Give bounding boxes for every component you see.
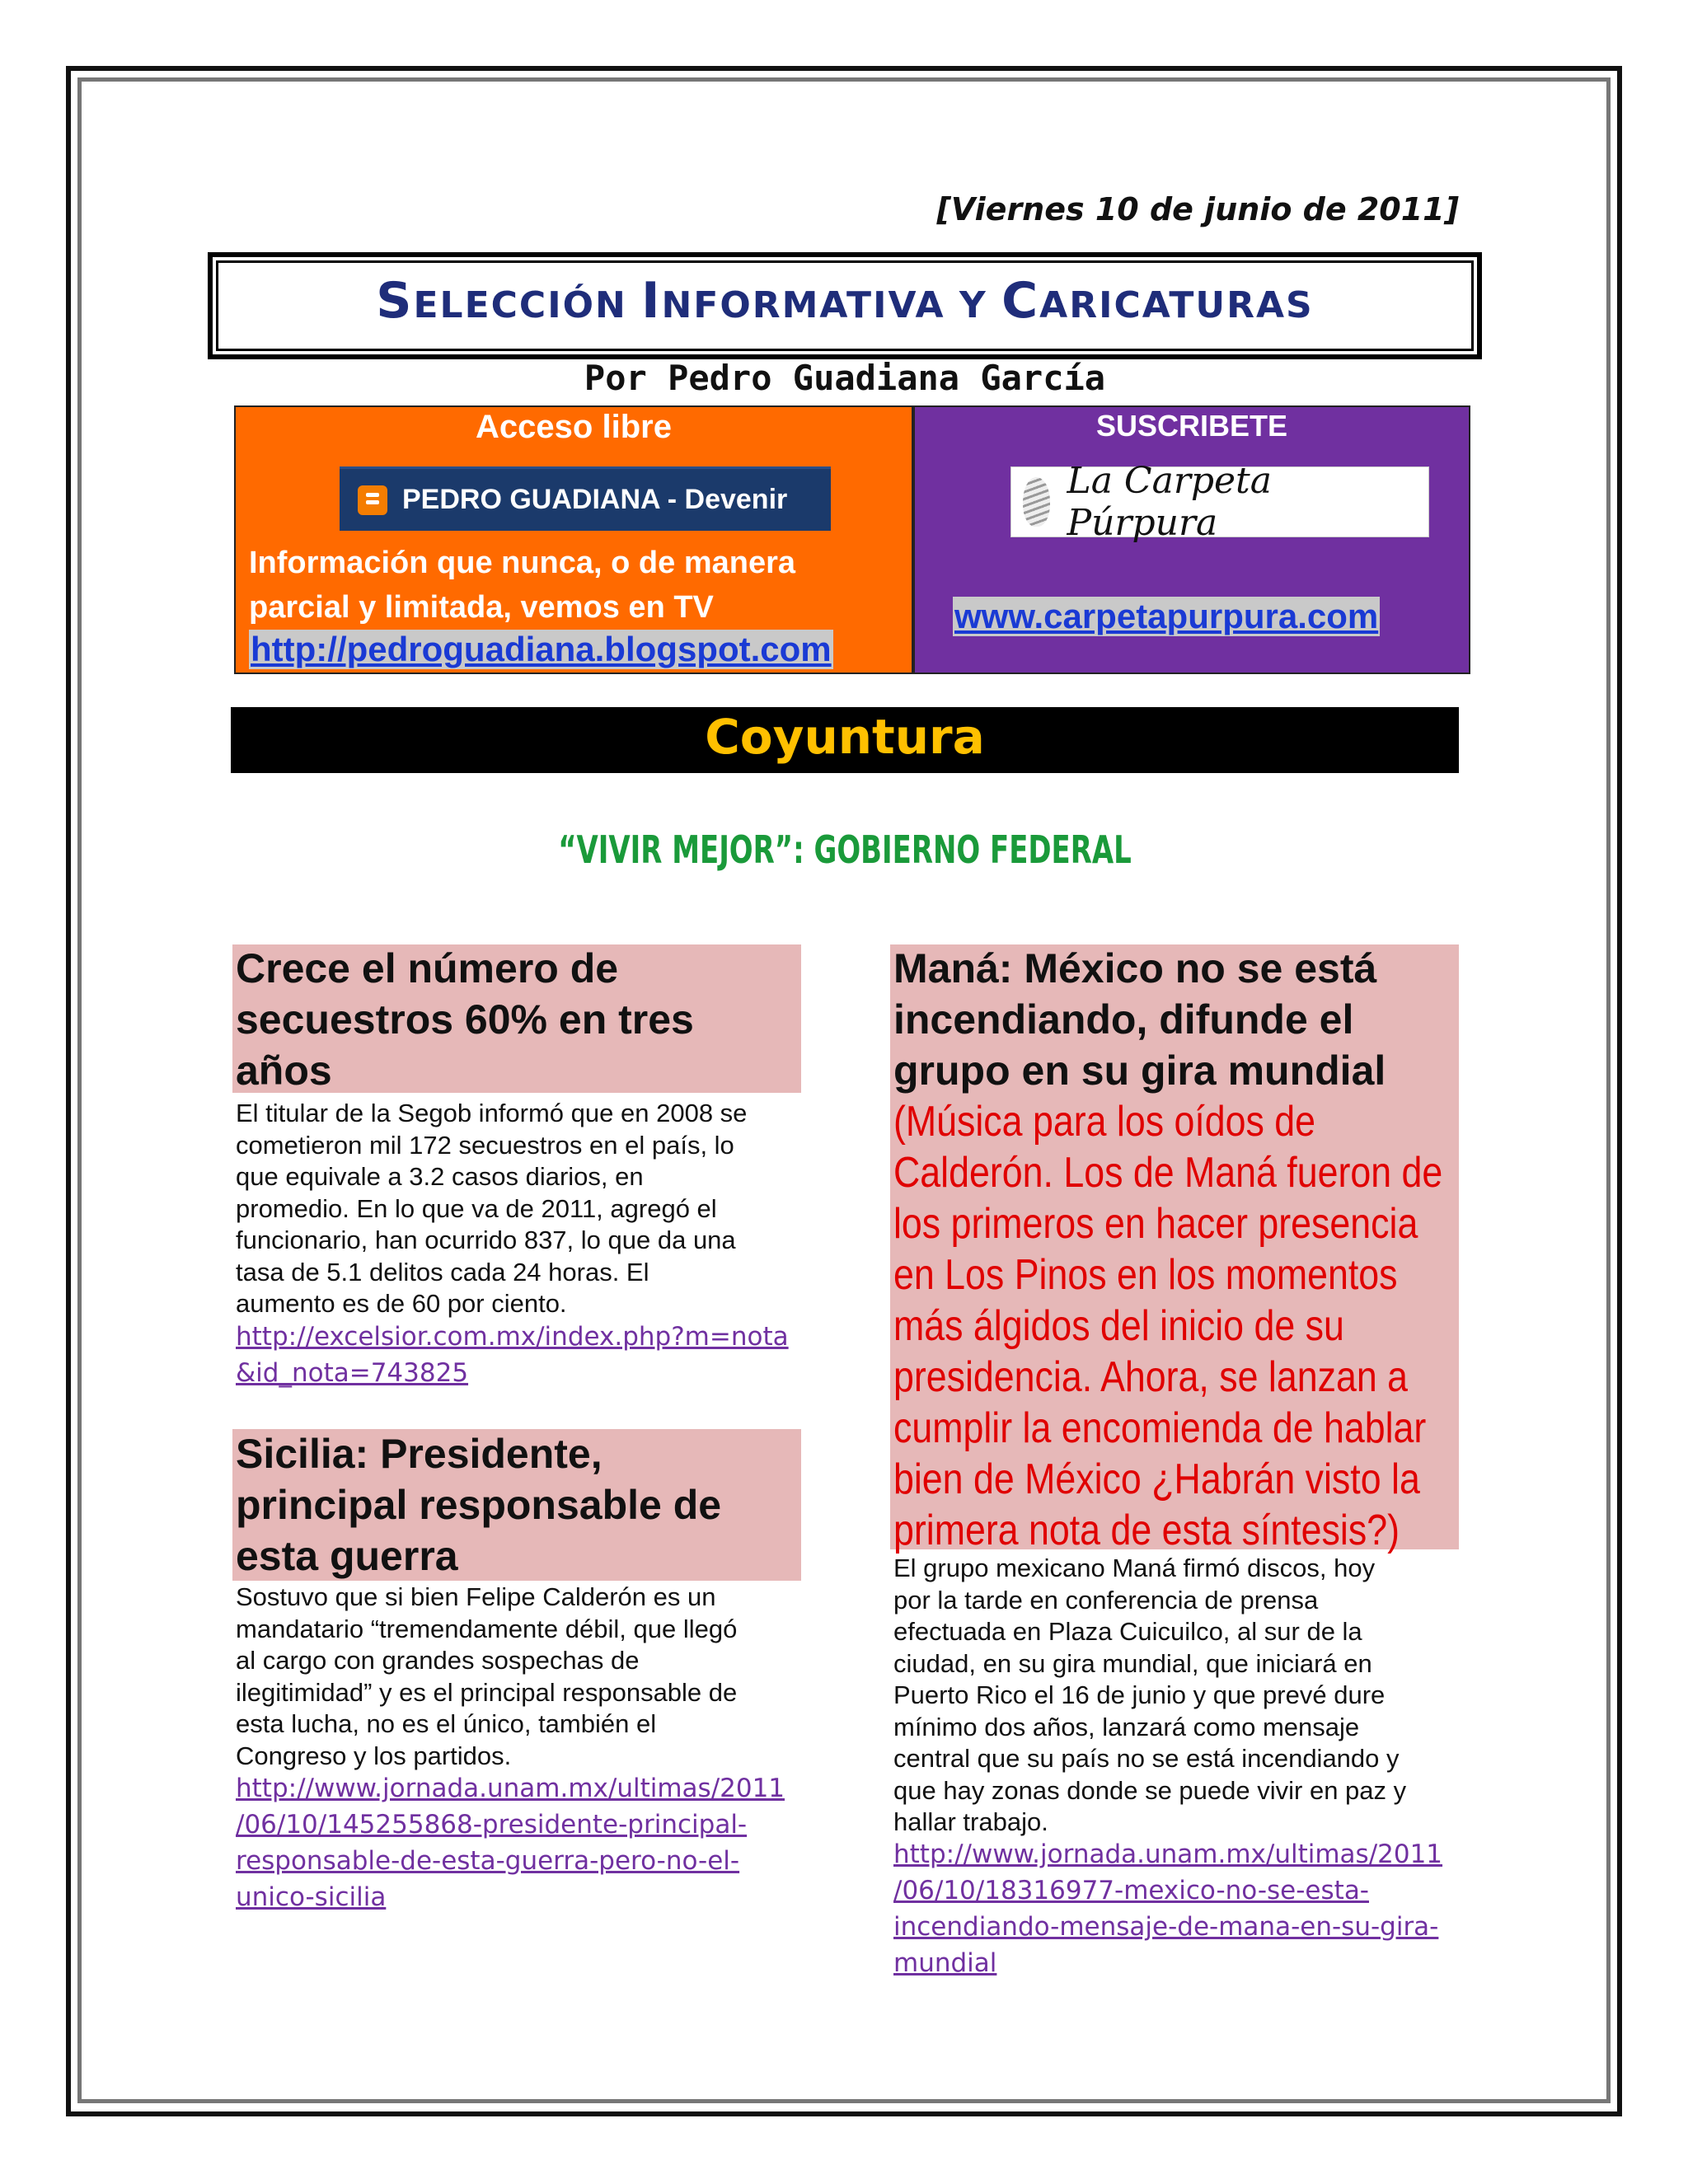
article-headline: Crece el número de secuestros 60% en tres años (236, 945, 694, 1094)
blog-banner-text: PEDRO GUADIANA - Devenir (402, 484, 788, 515)
blog-link[interactable]: http://pedroguadiana.blogspot.com (251, 630, 832, 668)
carpeta-logo-text: La Carpeta Púrpura (1067, 460, 1272, 544)
article-source-link[interactable]: http://www.jornada.unam.mx/ultimas/2011 /06/10/145255868-presidente-principal- responsable-de-esta-guerra-pero-no-el- unico-sicilia (236, 1774, 785, 1912)
blog-description: Información que nunca, o de manera parcial y limitada, vemos en TV (249, 546, 796, 625)
article-headline: Maná: México no se está incendiando, difunde el grupo en su gira mundial (893, 945, 1386, 1094)
page-title: SELECCIÓN INFORMATIVA Y CARICATURAS (376, 272, 1314, 330)
issue-date: [Viernes 10 de junio de 2011] (936, 191, 1459, 227)
blogger-icon (358, 485, 387, 515)
section-subhead: “VIVIR MEJOR”: GOBIERNO FEDERAL (558, 827, 1132, 872)
byline: Por Pedro Guadiana García (584, 358, 1106, 398)
shell-icon (1023, 477, 1050, 527)
article-body: El grupo mexicano Maná firmó discos, hoy por la tarde en conferencia de prensa efectuada en Plaza Cuicuilco, al sur de la ciudad, en su gira mundial, que iniciará en Puerto Rico el 16 de junio y que prevé dure mínimo dos años, lanzará como mensaje central que su país no se está incendiando y que hay zonas donde se puede vivir en paz y hallar trabajo. (893, 1554, 1407, 1836)
article-source-link[interactable]: http://excelsior.com.mx/index.php?m=nota &id_nota=743825 (236, 1322, 789, 1388)
carpeta-purpura-logo[interactable] (1010, 460, 1429, 544)
article-source-link[interactable]: http://www.jornada.unam.mx/ultimas/2011 /06/10/18316977-mexico-no-se-esta- incendiando-mensaje-de-mana-en-su-gira- mundial (893, 1840, 1443, 1978)
article-body: Sostuvo que si bien Felipe Calderón es un mandatario “tremendamente débil, que llegó al cargo con grandes sospechas de ilegitimidad” y es el principal responsable de esta lucha, no es el único, también el Congreso y los partidos. (236, 1582, 738, 1770)
editor-comment: (Música para los oídos de Calderón. Los de Maná fueron de los primeros en hacer presencia en Los Pinos en los momentos más álgidos del inicio de su presidencia. Ahora, se lanzan a cumplir la encomienda de hablar bien de México ¿Habrán visto la primera nota de esta síntesis?) (893, 1098, 1443, 1554)
free-access-label: Acceso libre (476, 409, 672, 445)
carpeta-link[interactable]: www.carpetapurpura.com (954, 597, 1379, 635)
section-title: Coyuntura (705, 709, 985, 765)
article-headline: Sicilia: Presidente, principal responsable de esta guerra (236, 1431, 722, 1579)
blog-banner[interactable] (340, 466, 831, 531)
article-body: El titular de la Segob informó que en 2008 se cometieron mil 172 secuestros en el país, lo que equivale a 3.2 casos diarios, en promedio. En lo que va de 2011, agregó el funcionario, han ocurrido 837, lo que da una tasa de 5.1 delitos cada 24 horas. El aumento es de 60 por ciento. (236, 1099, 748, 1318)
subscribe-label: SUSCRIBETE (1095, 409, 1288, 443)
